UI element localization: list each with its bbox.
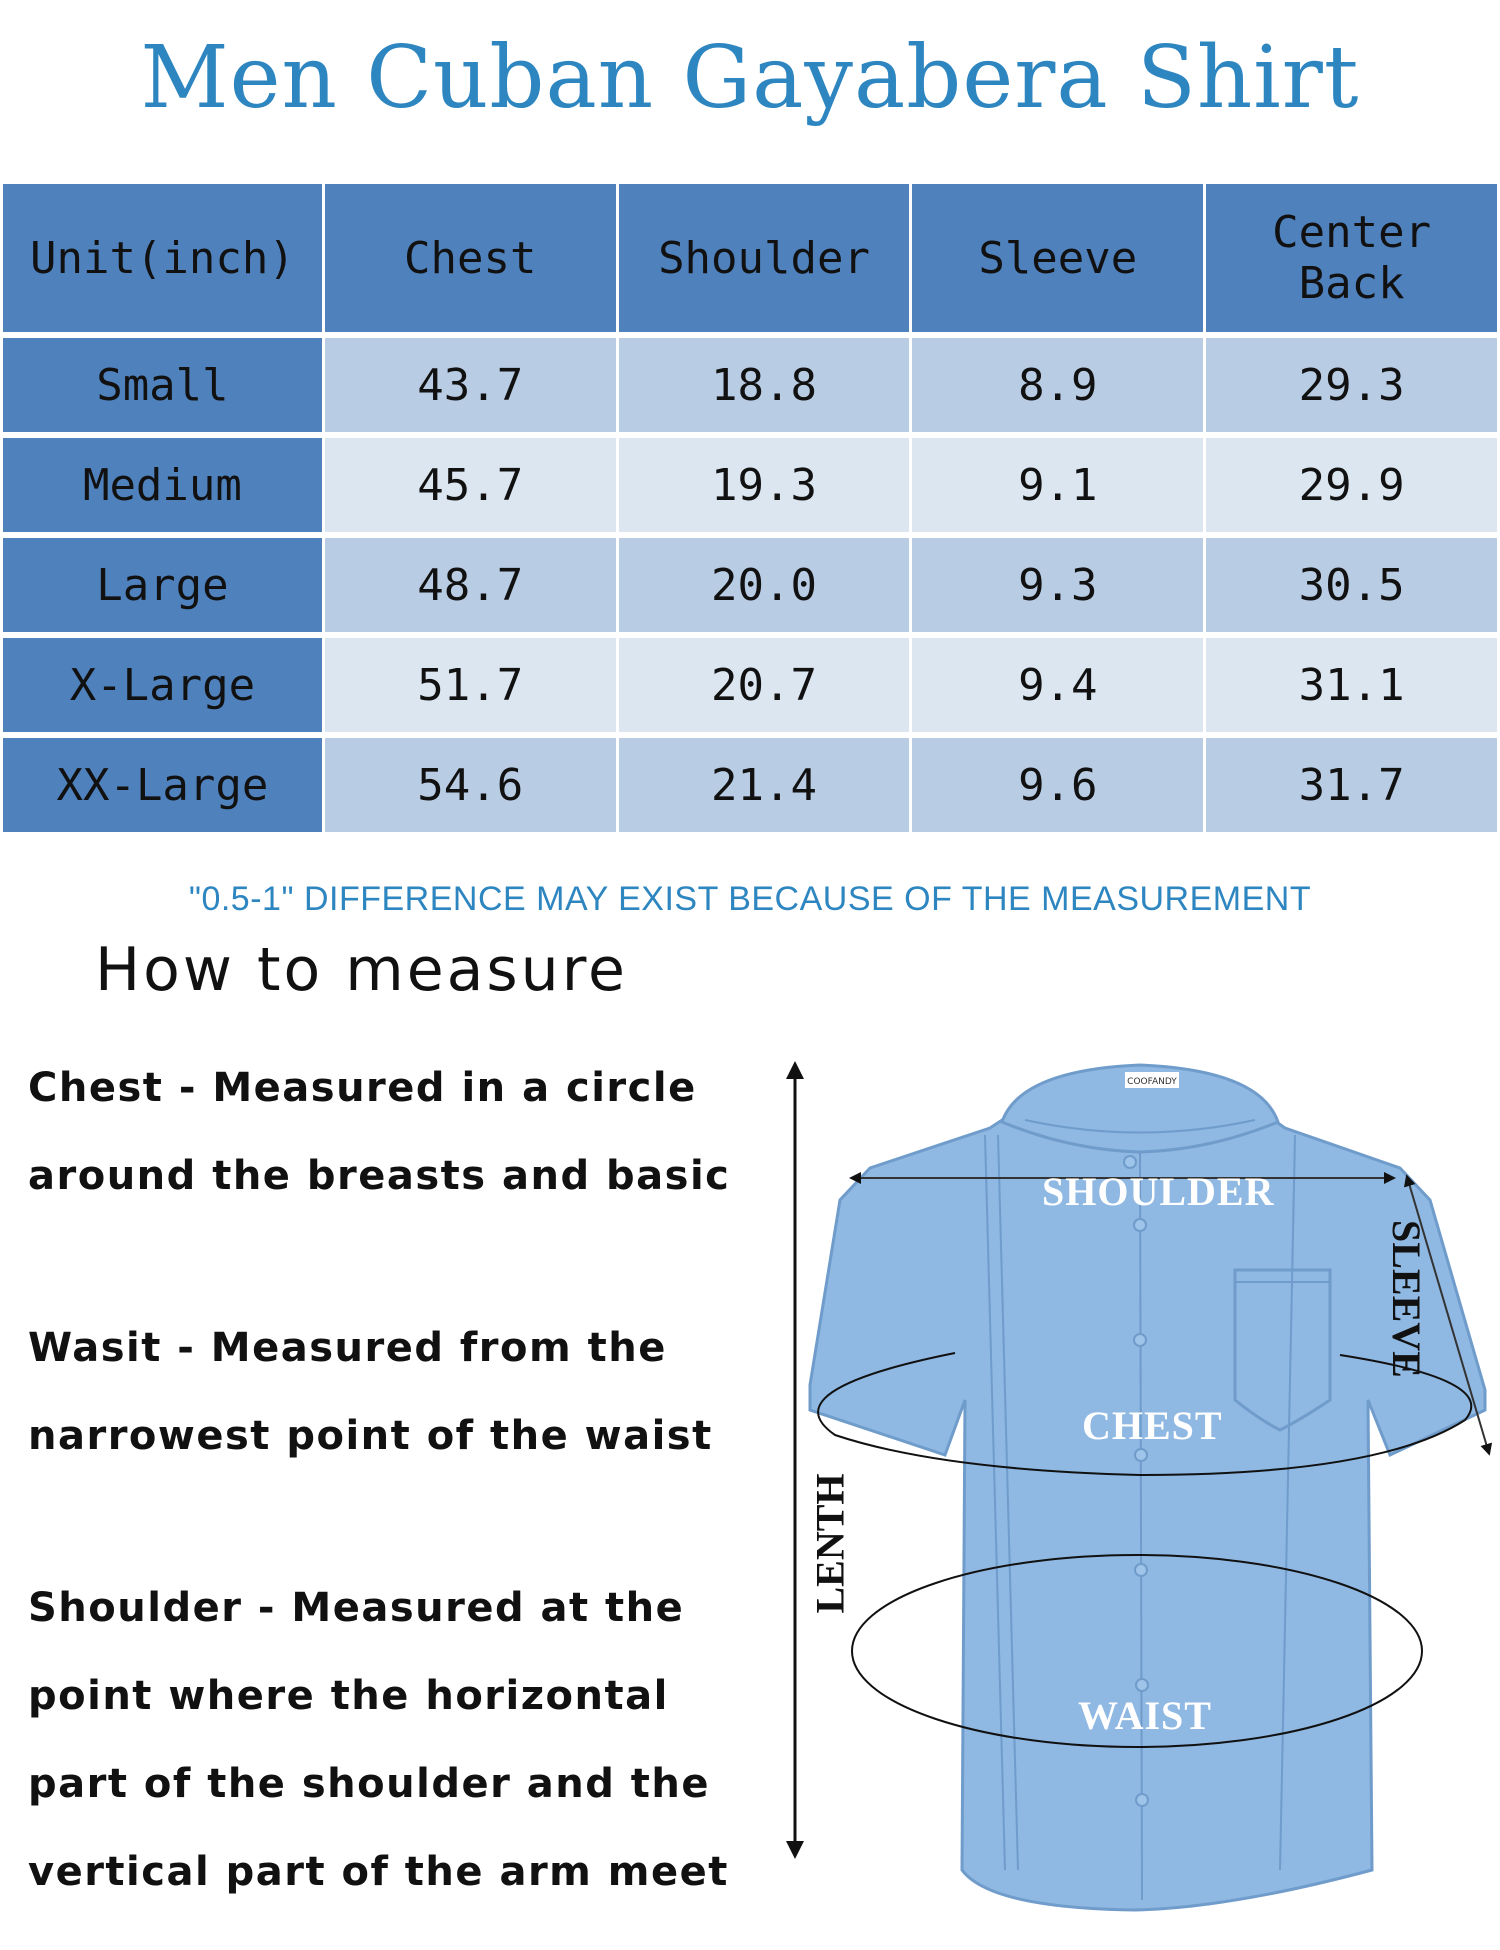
center-back-cell: 29.9 xyxy=(1206,438,1497,532)
sleeve-cell: 8.9 xyxy=(912,338,1203,432)
header-sleeve: Sleeve xyxy=(912,184,1203,332)
table-row xyxy=(3,338,1497,432)
chest-cell: 51.7 xyxy=(325,638,616,732)
shirt-button xyxy=(1135,1564,1147,1576)
brand-tag-text: COOFANDY xyxy=(1127,1077,1177,1087)
header-chest: Chest xyxy=(325,184,616,332)
sleeve-cell: 9.1 xyxy=(912,438,1203,532)
shoulder-cell: 20.7 xyxy=(619,638,910,732)
center-back-cell: 29.3 xyxy=(1206,338,1497,432)
center-back-cell: 31.7 xyxy=(1206,738,1497,832)
table-row xyxy=(3,738,1497,832)
chest-cell: 54.6 xyxy=(325,738,616,832)
size-cell: Small xyxy=(3,338,322,432)
chest-cell: 48.7 xyxy=(325,538,616,632)
chest-cell: 43.7 xyxy=(325,338,616,432)
sleeve-cell: 9.6 xyxy=(912,738,1203,832)
table-header-row xyxy=(3,184,1497,332)
shirt-button xyxy=(1124,1156,1136,1168)
shirt-button xyxy=(1136,1679,1148,1691)
header-shoulder: Shoulder xyxy=(619,184,910,332)
size-cell: Large xyxy=(3,538,322,632)
waist-label: WAIST xyxy=(1078,1693,1212,1738)
shirt-button xyxy=(1134,1334,1146,1346)
waist-description xyxy=(28,1304,788,1480)
chest-description-line: around the breasts and basic xyxy=(28,1153,731,1199)
table-row xyxy=(3,538,1497,632)
shoulder-cell: 19.3 xyxy=(619,438,910,532)
sleeve-label: SLEEVE xyxy=(1384,1220,1429,1378)
shoulder-cell: 21.4 xyxy=(619,738,910,832)
shoulder-description-line: vertical part of the arm meet xyxy=(28,1849,729,1895)
table-row xyxy=(3,438,1497,532)
chest-cell: 45.7 xyxy=(325,438,616,532)
page-title: Men Cuban Gayabera Shirt xyxy=(140,28,1360,128)
size-cell: X-Large xyxy=(3,638,322,732)
shirt-measurement-diagram xyxy=(740,1050,1500,1930)
measurement-note: "0.5-1" DIFFERENCE MAY EXIST BECAUSE OF THE MEASUREMENT xyxy=(188,880,1312,918)
size-cell: Medium xyxy=(3,438,322,532)
shoulder-label: SHOULDER xyxy=(1042,1169,1275,1214)
length-label: LENTH xyxy=(807,1473,853,1614)
size-chart-table xyxy=(0,178,1500,838)
size-cell: XX-Large xyxy=(3,738,322,832)
center-back-cell: 31.1 xyxy=(1206,638,1497,732)
sleeve-cell: 9.4 xyxy=(912,638,1203,732)
shirt-button xyxy=(1134,1219,1146,1231)
shoulder-description xyxy=(28,1564,788,1916)
how-to-measure-heading: How to measure xyxy=(95,935,628,1005)
shirt-button xyxy=(1135,1449,1147,1461)
shoulder-description-line: Shoulder - Measured at the xyxy=(28,1585,685,1631)
waist-description-line: narrowest point of the waist xyxy=(28,1413,713,1459)
sleeve-cell: 9.3 xyxy=(912,538,1203,632)
shoulder-cell: 20.0 xyxy=(619,538,910,632)
chest-label: CHEST xyxy=(1082,1403,1223,1448)
center-back-cell: 30.5 xyxy=(1206,538,1497,632)
shoulder-description-line: part of the shoulder and the xyxy=(28,1761,710,1807)
waist-description-line: Wasit - Measured from the xyxy=(28,1325,667,1371)
header-center-back: Center Back xyxy=(1206,184,1497,332)
table-row xyxy=(3,638,1497,732)
chest-description-line: Chest - Measured in a circle xyxy=(28,1065,697,1111)
chest-description xyxy=(28,1044,788,1220)
header-unit: Unit(inch) xyxy=(3,184,322,332)
shoulder-cell: 18.8 xyxy=(619,338,910,432)
shirt-button xyxy=(1136,1794,1148,1806)
shoulder-description-line: point where the horizontal xyxy=(28,1673,669,1719)
